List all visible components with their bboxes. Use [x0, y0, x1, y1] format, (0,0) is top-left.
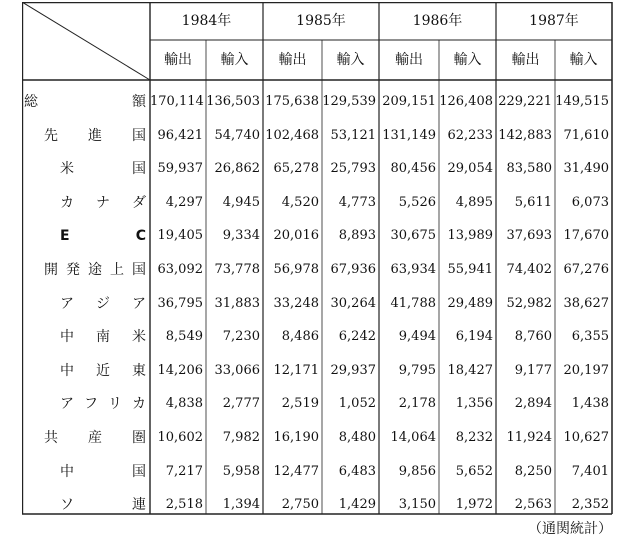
value-cell: 96,421: [157, 127, 203, 143]
year-header: 1986年: [412, 13, 463, 29]
value-cell: 6,242: [338, 329, 376, 345]
value-cell: 80,456: [390, 161, 436, 177]
value-cell: 4,895: [455, 194, 493, 210]
value-cell: 71,610: [563, 127, 609, 143]
value-cell: 8,486: [281, 329, 319, 345]
value-cell: 14,206: [157, 362, 203, 378]
value-cell: 209,151: [382, 94, 436, 109]
row-label: 先 進 国: [44, 127, 146, 144]
value-cell: 6,073: [571, 194, 609, 210]
row-label: 中 南 米: [60, 329, 146, 346]
value-cell: 2,894: [514, 396, 552, 412]
import-header: 輸入: [453, 52, 482, 68]
row-label: ア ジ ア: [60, 295, 146, 312]
import-header: 輸入: [336, 52, 365, 68]
value-cell: 9,334: [222, 228, 260, 244]
row-label: 共 産 圏: [44, 430, 146, 446]
value-cell: 52,982: [506, 295, 552, 311]
value-cell: 2,519: [281, 396, 319, 412]
value-cell: 9,177: [514, 362, 552, 378]
value-cell: 7,982: [222, 430, 260, 445]
value-cell: 31,883: [214, 295, 260, 311]
value-cell: 62,233: [447, 127, 493, 143]
value-cell: 13,989: [447, 228, 493, 244]
value-cell: 4,838: [165, 396, 203, 412]
value-cell: 19,405: [157, 228, 203, 244]
value-cell: 33,066: [214, 362, 260, 378]
value-cell: 37,693: [506, 228, 552, 244]
value-cell: 9,494: [398, 329, 436, 345]
value-cell: 7,401: [571, 463, 609, 479]
year-header: 1987年: [529, 13, 579, 29]
value-cell: 54,740: [214, 127, 260, 143]
value-cell: 4,773: [338, 194, 376, 210]
year-header: 1984年: [181, 13, 232, 29]
value-cell: 11,924: [506, 430, 552, 445]
value-cell: 8,893: [338, 228, 376, 244]
value-cell: 1,394: [222, 497, 260, 513]
source-note: （通関統計）: [528, 521, 612, 537]
value-cell: 83,580: [506, 161, 552, 177]
export-header: 輸出: [278, 52, 307, 68]
value-cell: 18,427: [447, 362, 493, 378]
value-cell: 5,958: [222, 463, 260, 479]
value-cell: 3,150: [398, 497, 436, 513]
value-cell: 67,936: [330, 262, 376, 277]
row-label: ソ 連: [60, 497, 146, 514]
value-cell: 16,190: [273, 430, 319, 445]
value-cell: 10,627: [563, 430, 609, 445]
value-cell: 136,503: [206, 94, 260, 109]
value-cell: 12,171: [273, 362, 319, 378]
value-cell: 41,788: [390, 295, 436, 311]
value-cell: 8,250: [514, 463, 552, 479]
value-cell: 142,883: [498, 127, 552, 143]
value-cell: 29,054: [447, 161, 493, 177]
import-header: 輸入: [569, 52, 598, 68]
value-cell: 25,793: [330, 161, 376, 177]
value-cell: 9,856: [398, 463, 436, 479]
value-cell: 1,438: [571, 396, 609, 412]
value-cell: 8,232: [455, 430, 493, 445]
value-cell: 1,429: [338, 497, 376, 513]
value-cell: 131,149: [382, 127, 436, 143]
value-cell: 74,402: [506, 262, 552, 277]
value-cell: 53,121: [330, 127, 376, 143]
value-cell: 73,778: [214, 262, 260, 277]
value-cell: 2,563: [514, 497, 552, 513]
value-cell: 4,945: [222, 194, 260, 210]
value-cell: 102,468: [265, 127, 319, 143]
value-cell: 38,627: [563, 295, 609, 311]
value-cell: 175,638: [265, 94, 319, 109]
value-cell: 8,760: [514, 329, 552, 345]
value-cell: 31,490: [563, 161, 609, 177]
value-cell: 1,356: [455, 396, 493, 412]
export-header: 輸出: [395, 52, 423, 68]
value-cell: 67,276: [563, 262, 609, 277]
corner-diagonal: [22, 2, 150, 80]
export-header: 輸出: [164, 52, 192, 68]
value-cell: 7,217: [165, 463, 203, 479]
value-cell: 20,197: [563, 362, 609, 378]
value-cell: 56,978: [273, 262, 319, 277]
value-cell: 55,941: [447, 262, 493, 277]
value-cell: 6,355: [571, 329, 609, 345]
value-cell: 129,539: [322, 94, 376, 109]
value-cell: 6,194: [455, 329, 493, 345]
row-label: 中 近 東: [60, 362, 146, 379]
value-cell: 30,264: [330, 295, 376, 311]
row-label: 米 国: [60, 161, 146, 178]
value-cell: 59,937: [157, 161, 203, 177]
row-label: 総 額: [24, 94, 146, 110]
export-header: 輸出: [511, 52, 540, 68]
value-cell: 229,221: [498, 94, 552, 109]
value-cell: 2,518: [165, 497, 203, 513]
value-cell: 5,611: [514, 194, 552, 210]
import-header: 輸入: [220, 52, 249, 68]
value-cell: 4,297: [165, 194, 203, 210]
row-label: 中 国: [60, 463, 146, 480]
value-cell: 63,092: [157, 262, 203, 277]
value-cell: 14,064: [390, 430, 436, 445]
value-cell: 12,477: [273, 463, 319, 479]
value-cell: 33,248: [273, 295, 319, 311]
year-header: 1985年: [296, 13, 346, 29]
value-cell: 10,602: [157, 430, 203, 445]
value-cell: 65,278: [273, 161, 319, 177]
value-cell: 2,352: [571, 497, 609, 513]
value-cell: 8,549: [165, 329, 203, 345]
value-cell: 6,483: [338, 463, 376, 479]
row-label: E C: [60, 228, 146, 245]
value-cell: 2,750: [281, 497, 319, 513]
value-cell: 2,178: [398, 396, 436, 412]
value-cell: 1,972: [455, 497, 493, 513]
row-label: カ ナ ダ: [60, 194, 146, 211]
value-cell: 30,675: [390, 228, 436, 244]
value-cell: 26,862: [214, 161, 260, 177]
row-label: 開 発 途 上 国: [44, 262, 146, 278]
value-cell: 5,652: [455, 463, 493, 479]
value-cell: 17,670: [563, 228, 609, 244]
value-cell: 4,520: [281, 194, 319, 210]
value-cell: 1,052: [338, 396, 376, 412]
value-cell: 126,408: [439, 94, 493, 109]
value-cell: 9,795: [398, 362, 436, 378]
value-cell: 8,480: [338, 430, 376, 445]
value-cell: 170,114: [150, 94, 204, 109]
value-cell: 63,934: [390, 262, 436, 277]
value-cell: 149,515: [555, 94, 609, 109]
value-cell: 20,016: [273, 228, 319, 244]
value-cell: 2,777: [222, 396, 260, 412]
value-cell: 7,230: [222, 329, 260, 345]
row-label: ア フ リ カ: [60, 396, 146, 413]
value-cell: 29,937: [330, 362, 376, 378]
value-cell: 5,526: [398, 194, 436, 210]
value-cell: 36,795: [157, 295, 203, 311]
value-cell: 29,489: [447, 295, 493, 311]
